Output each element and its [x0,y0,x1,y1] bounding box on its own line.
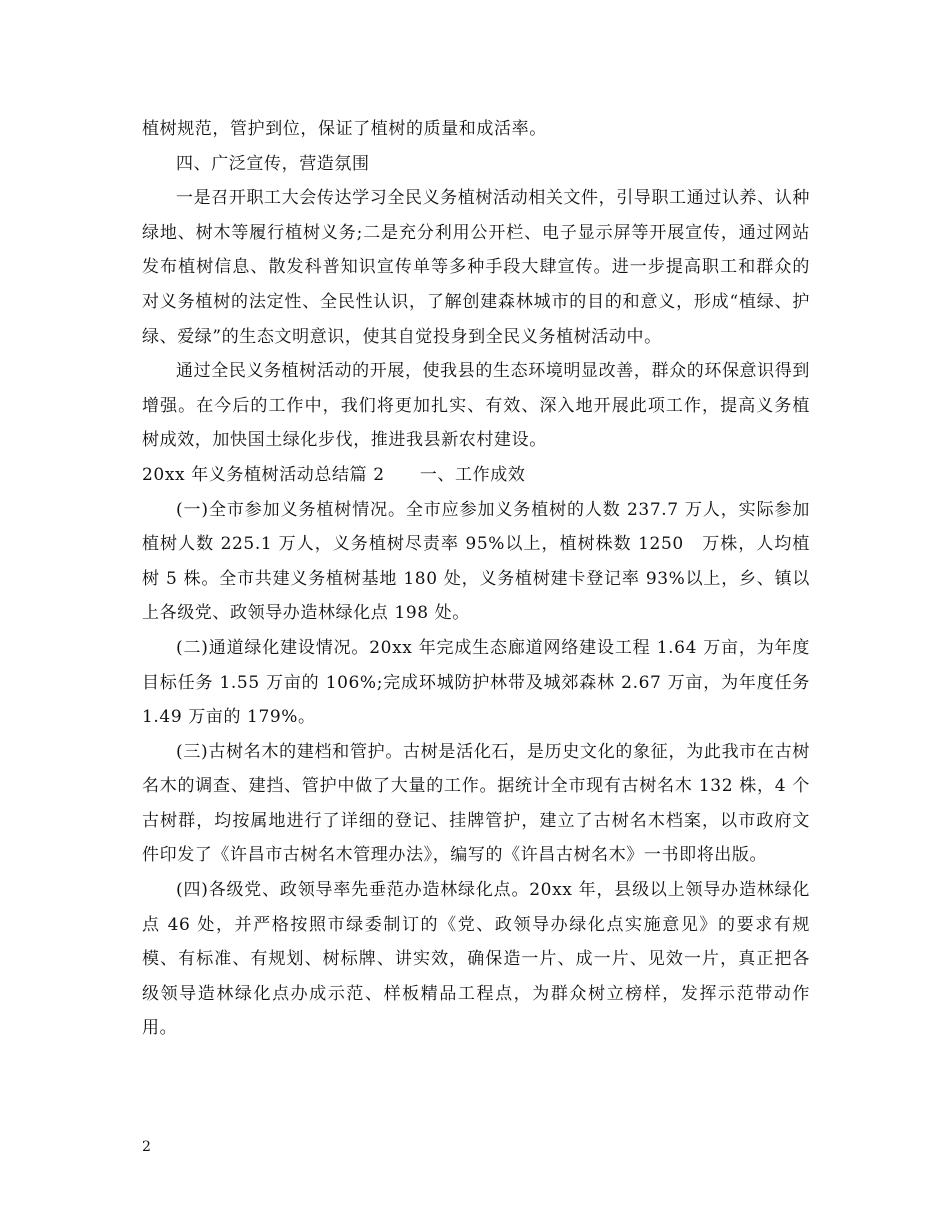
paragraph-8: (四)各级党、政领导率先垂范办造林绿化点。20xx 年，县级以上领导办造林绿化点 46 处，并严格按照市绿委制订的《党、政领导办绿化点实施意见》的要求有规模、有标准、有规划、树标牌、讲实效，确保造一片、成一片、见效一片，真正把各级领导造林绿化点办成示范、样板精品工程点，为群众树立榜样，发挥示范带动作用。 [142,880,810,1039]
paragraph-0: 植树规范，管护到位，保证了植树的质量和成活率。 [142,119,547,139]
page-number: 2 [142,1139,151,1155]
section-heading-4: 四、广泛宣传，营造氛围 [176,153,370,174]
paragraph-7: (三)古树名木的建档和管护。古树是活化石，是历史文化的象征，为此我市在古树名木的调查、建挡、管护中做了大量的工作。据统计全市现有古树名木 132 株，4 个古树群，均按属地进行了详细的登记、挂牌管护，建立了古树名木档案，以市政府文件印发了《许昌市古树名木管理办法》，编写的《许昌古树名木》一书即将出版。 [142,741,810,866]
paragraph-2: 一是召开职工大会传达学习全民义务植树活动相关文件，引导职工通过认养、认种绿地、树木等履行植树义务;二是充分利用公开栏、电子显示屏等开展宣传，通过网站发布植树信息、散发科普知识宣传单等多种手段大肆宣传。进一步提高职工和群众的对义务植树的法定性、全民性认识，了解创建森林城市的目的和意义，形成“植绿、护绿、爱绿”的生态文明意识，使其自觉投身到全民义务植树活动中。 [142,188,810,347]
document-body [142,112,810,1046]
paragraph-6: (二)通道绿化建设情况。20xx 年完成生态廊道网络建设工程 1.64 万亩，为年度目标任务 1.55 万亩的 106%;完成环城防护林带及城郊森林 2.67 万亩，为年度任务 1.49 万亩的 179%。 [142,637,810,728]
paragraph-5: (一)全市参加义务植树情况。全市应参加义务植树的人数 237.7 万人，实际参加植树人数 225.1 万人，义务植树尽责率 95%以上，植树株数 1250 万株，人均植树 5 株。全市共建义务植树基地 180 处，义务植树建卡登记率 93%以上，乡、镇以上各级党、政领导办造林绿化点 198 处。 [142,499,810,624]
paragraph-3: 通过全民义务植树活动的开展，使我县的生态环境明显改善，群众的环保意识得到增强。在今后的工作中，我们将更加扎实、有效、深入地开展此项工作，提高义务植树成效，加快国土绿化步伐，推进我县新农村建设。 [142,361,810,451]
article-title-line: 20xx 年义务植树活动总结篇 2 一、工作成效 [142,464,526,485]
